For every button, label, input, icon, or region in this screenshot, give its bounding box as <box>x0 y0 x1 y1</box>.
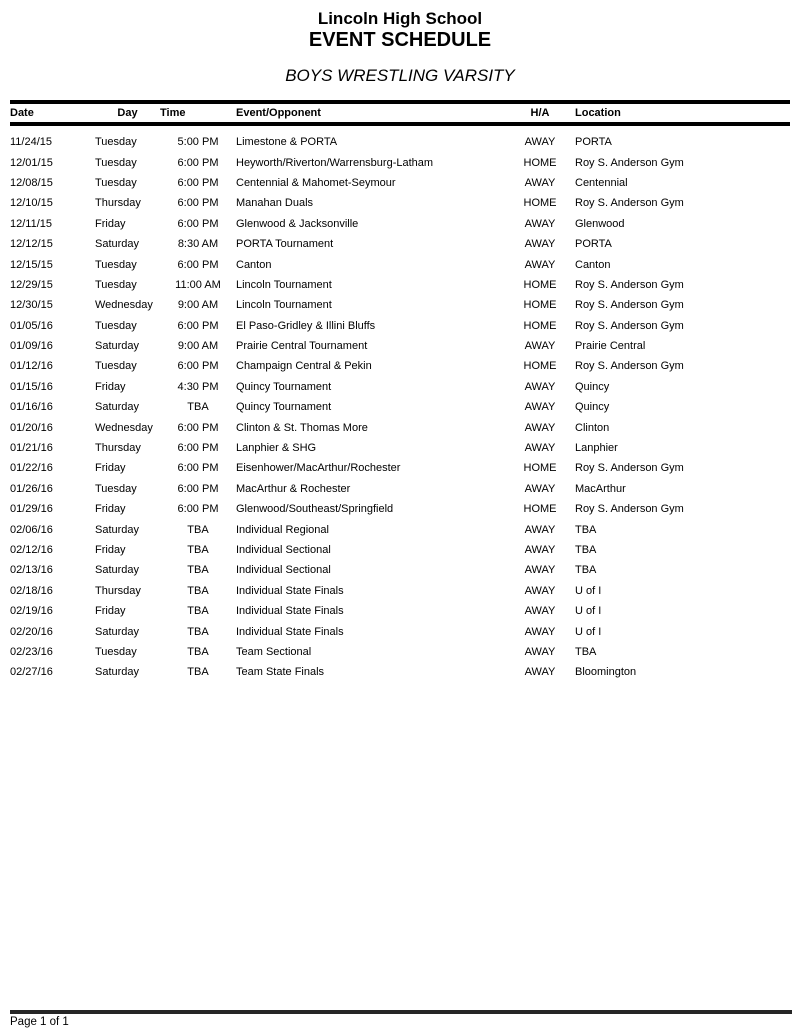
cell-event: Individual State Finals <box>236 584 344 597</box>
cell-time: 6:00 PM <box>177 156 219 169</box>
cell-day: Saturday <box>95 523 140 536</box>
title-block <box>0 0 800 87</box>
cell-ha: HOME <box>523 360 557 373</box>
cell-ha: AWAY <box>524 217 556 230</box>
cell-time: 9:00 AM <box>177 299 219 312</box>
cell-date: 01/29/16 <box>10 503 53 516</box>
table-row <box>10 438 790 458</box>
column-header-day: Day <box>117 107 138 119</box>
cell-date: 02/27/16 <box>10 666 53 679</box>
cell-time: 6:00 PM <box>177 319 219 332</box>
cell-time: TBA <box>187 564 209 577</box>
cell-date: 01/21/16 <box>10 442 53 455</box>
table-row <box>10 479 790 499</box>
table-row <box>10 336 790 356</box>
cell-event: Lincoln Tournament <box>236 278 332 291</box>
cell-day: Saturday <box>95 401 140 414</box>
cell-date: 01/09/16 <box>10 340 53 353</box>
cell-location: TBA <box>575 645 597 658</box>
schedule-table <box>10 100 790 683</box>
cell-time: 9:00 AM <box>177 340 219 353</box>
cell-event: Lincoln Tournament <box>236 299 332 312</box>
table-row <box>10 499 790 519</box>
cell-date: 12/10/15 <box>10 197 53 210</box>
cell-day: Thursday <box>95 584 141 597</box>
cell-location: U of I <box>575 605 602 618</box>
cell-day: Tuesday <box>95 360 137 373</box>
cell-location: Clinton <box>575 421 610 434</box>
column-header-location: Location <box>575 107 621 119</box>
cell-ha: AWAY <box>524 544 556 556</box>
cell-time: 11:00 AM <box>175 278 221 291</box>
cell-location: Roy S. Anderson Gym <box>575 462 684 475</box>
cell-time: 4:30 PM <box>177 380 219 393</box>
cell-day: Tuesday <box>95 278 137 291</box>
cell-time: 6:00 PM <box>177 482 219 495</box>
cell-time: 6:00 PM <box>177 197 219 210</box>
cell-ha: HOME <box>523 503 557 516</box>
cell-event: Manahan Duals <box>236 197 314 210</box>
cell-event: Canton <box>236 258 272 271</box>
cell-day: Thursday <box>95 197 141 210</box>
cell-event: Glenwood & Jacksonville <box>236 217 359 230</box>
cell-location: Roy S. Anderson Gym <box>575 360 684 373</box>
cell-day: Saturday <box>95 666 140 679</box>
cell-time: TBA <box>187 584 209 597</box>
cell-day: Tuesday <box>95 645 137 658</box>
cell-event: Heyworth/Riverton/Warrensburg-Latham <box>236 156 434 169</box>
cell-location: U of I <box>575 625 602 638</box>
table-row <box>10 662 790 682</box>
table-row <box>10 377 790 397</box>
table-row <box>10 458 790 478</box>
column-header-time: Time <box>160 107 186 119</box>
cell-day: Tuesday <box>95 319 137 332</box>
cell-ha: AWAY <box>524 380 556 393</box>
cell-day: Saturday <box>95 625 140 638</box>
table-row <box>10 642 790 662</box>
team-subtitle: BOYS WRESTLING VARSITY <box>285 66 515 85</box>
cell-ha: AWAY <box>524 482 556 495</box>
cell-event: Quincy Tournament <box>236 401 332 414</box>
cell-event: Individual Sectional <box>236 544 331 556</box>
cell-ha: HOME <box>523 156 557 169</box>
cell-event: Prairie Central Tournament <box>236 340 368 353</box>
cell-date: 12/12/15 <box>10 238 53 251</box>
cell-time: TBA <box>187 401 209 414</box>
table-row <box>10 275 790 295</box>
cell-day: Tuesday <box>95 156 137 169</box>
cell-time: 6:00 PM <box>177 421 219 434</box>
cell-time: 6:00 PM <box>177 258 219 271</box>
cell-date: 02/12/16 <box>10 544 53 556</box>
table-row <box>10 621 790 641</box>
table-row <box>10 519 790 539</box>
cell-ha: AWAY <box>524 238 556 251</box>
cell-location: Bloomington <box>575 666 637 679</box>
table-row <box>10 581 790 601</box>
cell-ha: AWAY <box>524 666 556 679</box>
cell-location: Roy S. Anderson Gym <box>575 503 684 516</box>
cell-location: Quincy <box>575 380 610 393</box>
cell-location: Glenwood <box>575 217 625 230</box>
cell-day: Wednesday <box>95 299 153 312</box>
cell-event: Eisenhower/MacArthur/Rochester <box>236 462 401 475</box>
table-row <box>10 560 790 580</box>
cell-ha: HOME <box>523 197 557 210</box>
cell-date: 02/19/16 <box>10 605 53 618</box>
cell-date: 02/13/16 <box>10 564 53 577</box>
table-row <box>10 234 790 254</box>
cell-ha: AWAY <box>524 625 556 638</box>
table-row <box>10 295 790 315</box>
cell-location: U of I <box>575 584 602 597</box>
cell-time: TBA <box>187 666 209 679</box>
cell-event: Team State Finals <box>236 666 325 679</box>
cell-location: Roy S. Anderson Gym <box>575 156 684 169</box>
cell-ha: AWAY <box>524 564 556 577</box>
table-row <box>10 152 790 172</box>
cell-location: Lanphier <box>575 442 618 455</box>
cell-day: Tuesday <box>95 482 137 495</box>
cell-event: Individual State Finals <box>236 605 344 618</box>
cell-location: Roy S. Anderson Gym <box>575 299 684 312</box>
cell-event: Centennial & Mahomet-Seymour <box>236 176 396 189</box>
cell-location: Centennial <box>575 176 628 189</box>
column-header-event: Event/Opponent <box>236 107 321 119</box>
cell-day: Friday <box>95 503 126 516</box>
cell-location: PORTA <box>575 136 612 149</box>
table-header <box>10 102 790 124</box>
cell-ha: AWAY <box>524 421 556 434</box>
cell-time: 5:00 PM <box>177 136 219 149</box>
cell-day: Friday <box>95 217 126 230</box>
table-row <box>10 397 790 417</box>
cell-location: Quincy <box>575 401 610 414</box>
cell-date: 01/22/16 <box>10 462 53 475</box>
cell-event: Glenwood/Southeast/Springfield <box>236 503 394 516</box>
cell-location: TBA <box>575 523 597 536</box>
table-row <box>10 124 790 152</box>
cell-location: Prairie Central <box>575 340 646 353</box>
table-row <box>10 193 790 213</box>
cell-ha: AWAY <box>524 645 556 658</box>
cell-location: PORTA <box>575 238 612 251</box>
cell-day: Saturday <box>95 340 140 353</box>
cell-date: 01/15/16 <box>10 380 53 393</box>
cell-day: Friday <box>95 380 126 393</box>
cell-date: 01/26/16 <box>10 482 53 495</box>
cell-day: Friday <box>95 544 126 556</box>
cell-ha: AWAY <box>524 340 556 353</box>
cell-location: MacArthur <box>575 482 626 495</box>
cell-location: TBA <box>575 544 597 556</box>
cell-date: 12/01/15 <box>10 156 53 169</box>
cell-day: Friday <box>95 462 126 475</box>
cell-time: TBA <box>187 645 209 658</box>
table-body <box>10 124 790 683</box>
cell-ha: AWAY <box>524 442 556 455</box>
cell-location: Roy S. Anderson Gym <box>575 319 684 332</box>
cell-ha: HOME <box>523 319 557 332</box>
document-title: EVENT SCHEDULE <box>308 29 492 51</box>
cell-event: PORTA Tournament <box>236 238 334 251</box>
table-row <box>10 417 790 437</box>
column-header-date: Date <box>10 107 34 119</box>
column-header-ha: H/A <box>530 107 550 119</box>
cell-time: 6:00 PM <box>177 360 219 373</box>
cell-location: Roy S. Anderson Gym <box>575 278 684 291</box>
page-number: Page 1 of 1 <box>10 1016 69 1028</box>
table-row <box>10 356 790 376</box>
school-name: Lincoln High School <box>317 9 483 28</box>
cell-ha: AWAY <box>524 584 556 597</box>
cell-event: Team Sectional <box>236 645 312 658</box>
cell-time: 6:00 PM <box>177 217 219 230</box>
table-row <box>10 601 790 621</box>
table-row <box>10 316 790 336</box>
cell-day: Wednesday <box>95 421 153 434</box>
cell-date: 02/23/16 <box>10 645 53 658</box>
cell-day: Saturday <box>95 238 140 251</box>
cell-day: Tuesday <box>95 258 137 271</box>
table-header-row <box>10 102 790 124</box>
cell-ha: AWAY <box>524 136 556 149</box>
cell-time: TBA <box>187 523 209 536</box>
cell-day: Saturday <box>95 564 140 577</box>
cell-date: 12/11/15 <box>10 217 53 230</box>
cell-time: 6:00 PM <box>177 503 219 516</box>
cell-date: 12/30/15 <box>10 299 53 312</box>
table-row <box>10 254 790 274</box>
cell-location: TBA <box>575 564 597 577</box>
cell-ha: AWAY <box>524 176 556 189</box>
cell-time: TBA <box>187 605 209 618</box>
cell-date: 02/06/16 <box>10 523 53 536</box>
cell-date: 01/12/16 <box>10 360 53 373</box>
cell-date: 02/18/16 <box>10 584 53 597</box>
cell-event: Clinton & St. Thomas More <box>236 421 368 434</box>
cell-ha: AWAY <box>524 523 556 536</box>
cell-event: Individual State Finals <box>236 625 344 638</box>
cell-ha: HOME <box>523 462 557 475</box>
cell-event: Individual Regional <box>236 523 329 536</box>
cell-event: Quincy Tournament <box>236 380 332 393</box>
table-row <box>10 540 790 560</box>
cell-time: 6:00 PM <box>177 176 219 189</box>
cell-date: 11/24/15 <box>10 136 53 149</box>
cell-ha: AWAY <box>524 605 556 618</box>
cell-location: Roy S. Anderson Gym <box>575 197 684 210</box>
table-row <box>10 214 790 234</box>
cell-time: 8:30 AM <box>177 238 219 251</box>
cell-date: 01/20/16 <box>10 421 53 434</box>
cell-date: 01/16/16 <box>10 401 53 414</box>
cell-day: Tuesday <box>95 136 137 149</box>
cell-day: Tuesday <box>95 176 137 189</box>
cell-time: 6:00 PM <box>177 442 219 455</box>
cell-event: Limestone & PORTA <box>236 136 338 149</box>
cell-date: 12/15/15 <box>10 258 53 271</box>
cell-event: Lanphier & SHG <box>236 442 317 455</box>
cell-day: Thursday <box>95 442 141 455</box>
cell-ha: AWAY <box>524 258 556 271</box>
cell-ha: HOME <box>523 278 557 291</box>
cell-date: 02/20/16 <box>10 625 53 638</box>
cell-time: 6:00 PM <box>177 462 219 475</box>
cell-time: TBA <box>187 625 209 638</box>
cell-time: TBA <box>187 544 209 556</box>
cell-event: MacArthur & Rochester <box>236 482 351 495</box>
cell-event: Individual Sectional <box>236 564 331 577</box>
cell-event: El Paso-Gridley & Illini Bluffs <box>236 319 376 332</box>
cell-ha: HOME <box>523 299 557 312</box>
cell-date: 12/29/15 <box>10 278 53 291</box>
cell-event: Champaign Central & Pekin <box>236 360 372 373</box>
cell-location: Canton <box>575 258 611 271</box>
cell-ha: AWAY <box>524 401 556 414</box>
cell-date: 01/05/16 <box>10 319 53 332</box>
table-row <box>10 173 790 193</box>
footer-rule <box>10 1010 792 1014</box>
cell-day: Friday <box>95 605 126 618</box>
cell-date: 12/08/15 <box>10 176 53 189</box>
